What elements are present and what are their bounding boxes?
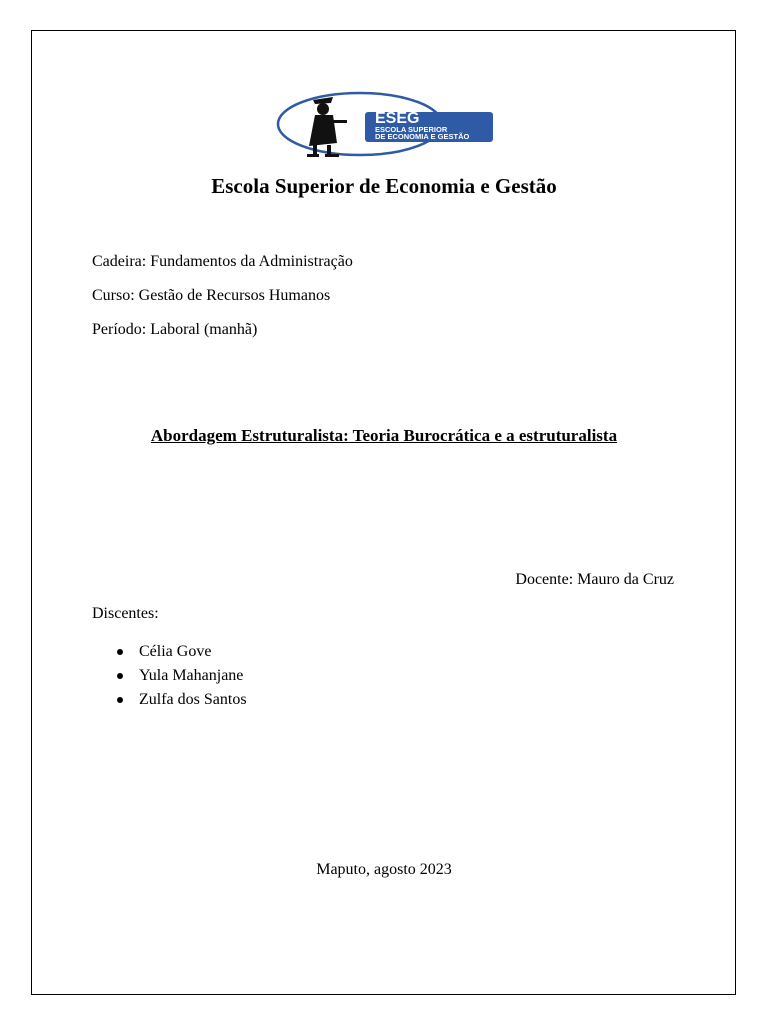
eseg-logo xyxy=(275,88,495,160)
periodo-line: Período: Laboral (manhã) xyxy=(92,321,258,338)
student-name: Yula Mahanjane xyxy=(139,667,244,684)
subject-title: Abordagem Estruturalista: Teoria Burocrática e a estruturalista xyxy=(150,426,618,445)
docente-line: Docente: Mauro da Cruz xyxy=(515,571,674,588)
discentes-label: Discentes: xyxy=(92,605,159,622)
logo-line1: ESCOLA SUPERIOR xyxy=(375,125,448,134)
school-title: Escola Superior de Economia e Gestão xyxy=(211,174,557,198)
curso-line: Curso: Gestão de Recursos Humanos xyxy=(92,287,331,304)
logo-acronym: ESEG xyxy=(375,110,420,127)
place-date: Maputo, agosto 2023 xyxy=(316,861,452,878)
list-item xyxy=(92,688,247,712)
list-item xyxy=(92,664,247,688)
bullet-icon xyxy=(117,697,123,703)
cadeira-line: Cadeira: Fundamentos da Administração xyxy=(92,253,353,270)
list-item xyxy=(92,640,247,664)
student-name: Célia Gove xyxy=(139,643,212,660)
logo-line2: DE ECONOMIA E GESTÃO xyxy=(375,132,470,141)
bullet-icon xyxy=(117,673,123,679)
student-list xyxy=(92,640,247,712)
student-name: Zulfa dos Santos xyxy=(139,691,247,708)
bullet-icon xyxy=(117,649,123,655)
